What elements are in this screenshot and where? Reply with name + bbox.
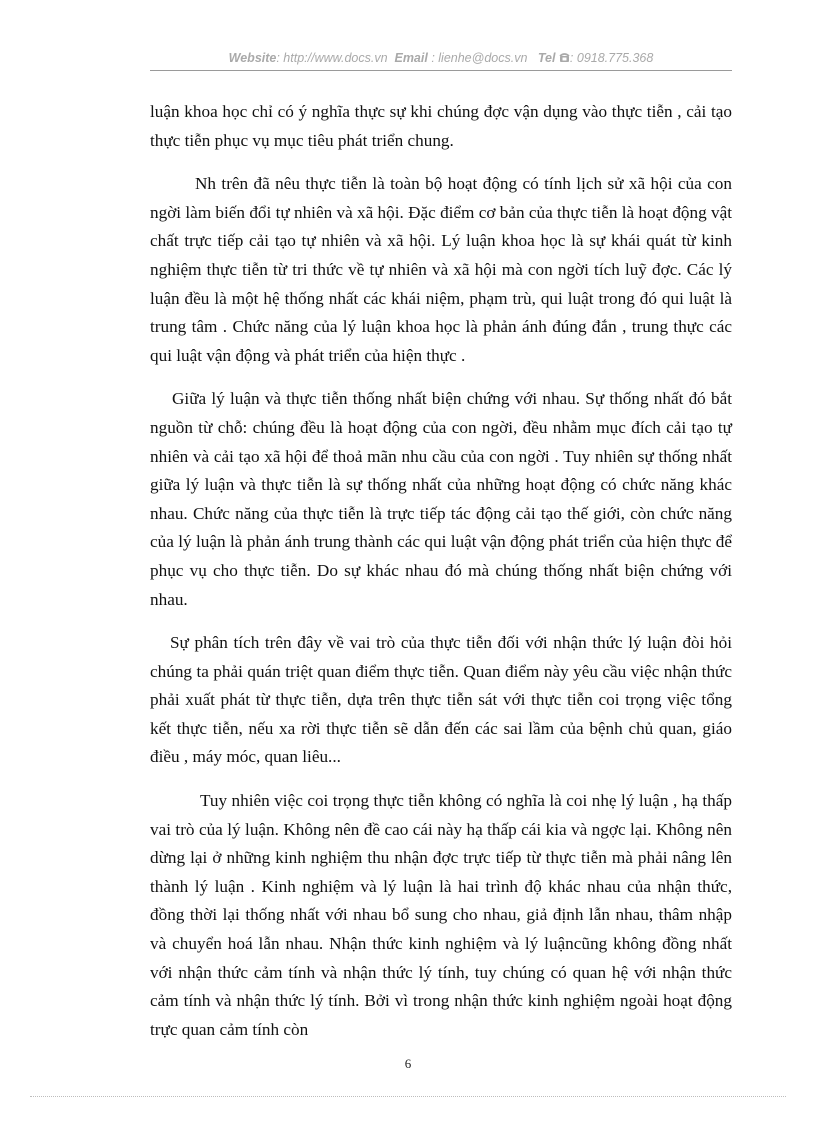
paragraph: Giữa lý luận và thực tiễn thống nhất biện chứng với nhau. Sự thống nhất đó bắt nguồn từ chỗ: chúng đều là hoạt động của con ngời, đều nhằm mục đích cải tạo tự nhiên và cải tạo xã hội để thoả mãn nhu cầu của con ngời . Tuy nhiên sự thống nhất giữa lý luận và thực tiễn là sự thống nhất của những hoạt động có chức năng khác nhau. Chức năng của thực tiễn là trực tiếp tác động cải tạo thế giới, còn chức năng của lý luận là phản ánh trung thành các qui luật vận động phát triển của hiện thực để phục vụ cho thực tiễn. Do sự khác nhau đó mà chúng thống nhất biện chứng với nhau.: [150, 389, 732, 609]
document-body: [150, 98, 732, 1044]
website-value: : http://www.docs.vn: [276, 51, 388, 65]
page-number: 6: [404, 1056, 412, 1071]
email-label: Email: [394, 51, 428, 65]
email-value: : lienhe@docs.vn: [431, 51, 528, 65]
phone-icon: [559, 52, 570, 66]
paragraph: Sự phân tích trên đây về vai trò của thực tiễn đối với nhận thức lý luận đòi hỏi chúng ta phải quán triệt quan điểm thực tiễn. Quan điểm này yêu cầu việc nhận thức phải xuất phát từ thực tiễn, dựa trên thực tiễn sát với thực tiễn coi trọng việc tổng kết thực tiễn, nếu xa rời thực tiễn sẽ dẫn đến các sai lầm của bệnh chủ quan, giáo điều , máy móc, quan liêu...: [150, 633, 732, 767]
footer-divider: [30, 1096, 786, 1097]
paragraph: Tuy nhiên việc coi trọng thực tiễn không có nghĩa là coi nhẹ lý luận , hạ thấp vai trò của lý luận. Không nên đề cao cái này hạ thấp cái kia và ngợc lại. Không nên dừng lại ở những kinh nghiệm thu nhận đợc trực tiếp từ thực tiễn mà phải nâng lên thành lý luận . Kinh nghiệm và lý luận là hai trình độ khác nhau của nhận thức, đồng thời lại thống nhất với nhau bổ sung cho nhau, giả định lẫn nhau, thâm nhập và chuyển hoá lẫn nhau. Nhận thức kinh nghiệm và lý luậncũng không đồng nhất với nhận thức cảm tính và nhận thức lý tính, tuy chúng có quan hệ với nhận thức cảm tính và nhận thức lý tính. Bởi vì trong nhận thức kinh nghiệm ngoài hoạt động trực quan cảm tính còn: [150, 791, 732, 1039]
paragraph: luận khoa học chỉ có ý nghĩa thực sự khi chúng đợc vận dụng vào thực tiễn , cải tạo thực tiễn phục vụ mục tiêu phát triển chung.: [150, 102, 732, 150]
page-header: [150, 51, 732, 66]
paragraph: Nh trên đã nêu thực tiễn là toàn bộ hoạt động có tính lịch sử xã hội của con ngời làm biến đổi tự nhiên và xã hội. Đặc điểm cơ bản của thực tiễn là hoạt động vật chất trực tiếp cải tạo tự nhiên và xã hội. Lý luận khoa học là sự khái quát từ kinh nghiệm thực tiễn từ tri thức về tự nhiên và xã hội mà con ngời tích luỹ đợc. Các lý luận đều là một hệ thống nhất các khái niệm, phạm trù, qui luật trong đó qui luật là trung tâm . Chức năng của lý luận khoa học là phản ánh đúng đắn , trung thực các qui luật vận động và phát triển của hiện thực .: [150, 174, 732, 365]
tel-label: Tel: [537, 51, 556, 65]
website-label: Website: [228, 51, 277, 65]
tel-value: : 0918.775.368: [569, 51, 654, 65]
header-divider: [150, 70, 732, 71]
